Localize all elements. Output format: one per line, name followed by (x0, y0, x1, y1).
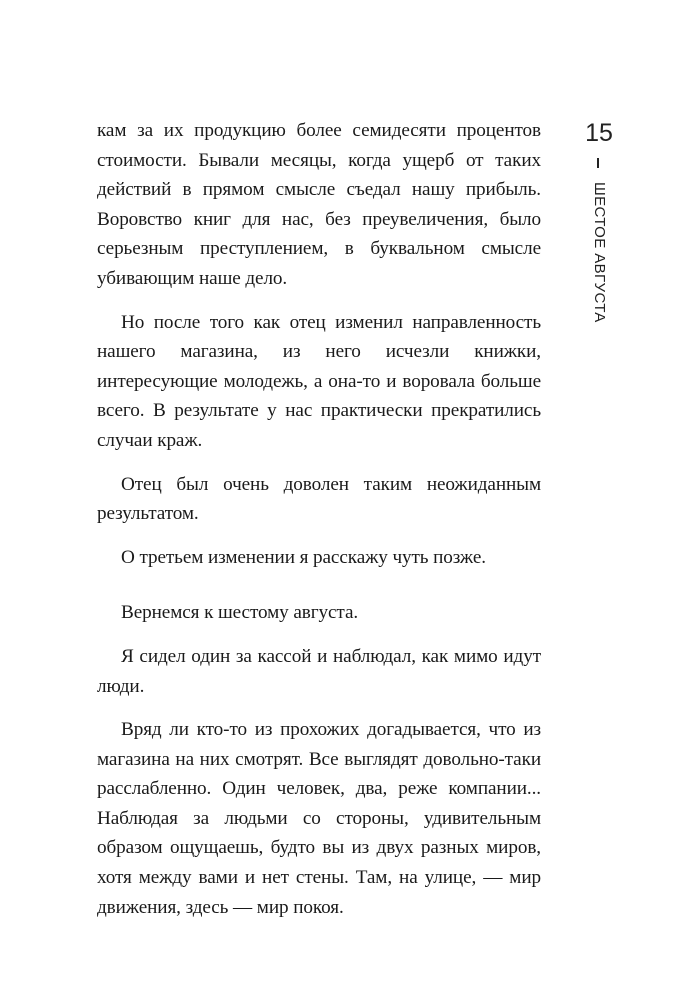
paragraph-2: Но после того как отец изменил направленность нашего магазина, из него исчезли книжки, интересующие молодежь, а она-то и воровала больше всего. В результате у нас практически прекратились случаи краж. (97, 311, 541, 451)
paragraph-6: Я сидел один за кассой и наблюдал, как мимо идут люди. (97, 645, 541, 697)
body-text (97, 116, 541, 936)
paragraph-3: Отец был очень доволен таким неожиданным результатом. (97, 473, 541, 525)
running-head-title: ШЕСТОЕ АВГУСТА (591, 182, 608, 323)
paragraph-7: Вряд ли кто-то из прохожих догадывается, что из магазина на них смотрят. Все выглядят довольно-таки расслабленно. Один человек, два, реже компании... Наблюдая за людьми со стороны, удивительным образом ощущаешь, будто вы из двух разных миров, хотя между вами и нет стены. Там, на улице, — мир движения, здесь — мир покоя. (97, 719, 541, 918)
paragraph-1: кам за их продукцию более семидесяти процентов стоимости. Бывали месяцы, когда ущерб от таких действий в прямом смысле съедал нашу прибыль. Воровство книг для нас, без преувеличения, было серьезным преступлением, в буквальном смысле убивающим наше дело. (97, 120, 541, 289)
paragraph-4: О третьем изменении я расскажу чуть позже. (121, 546, 486, 568)
running-head-dash (597, 158, 599, 168)
page-number: 15 (585, 119, 613, 147)
paragraph-5: Вернемся к шестому августа. (121, 602, 359, 624)
